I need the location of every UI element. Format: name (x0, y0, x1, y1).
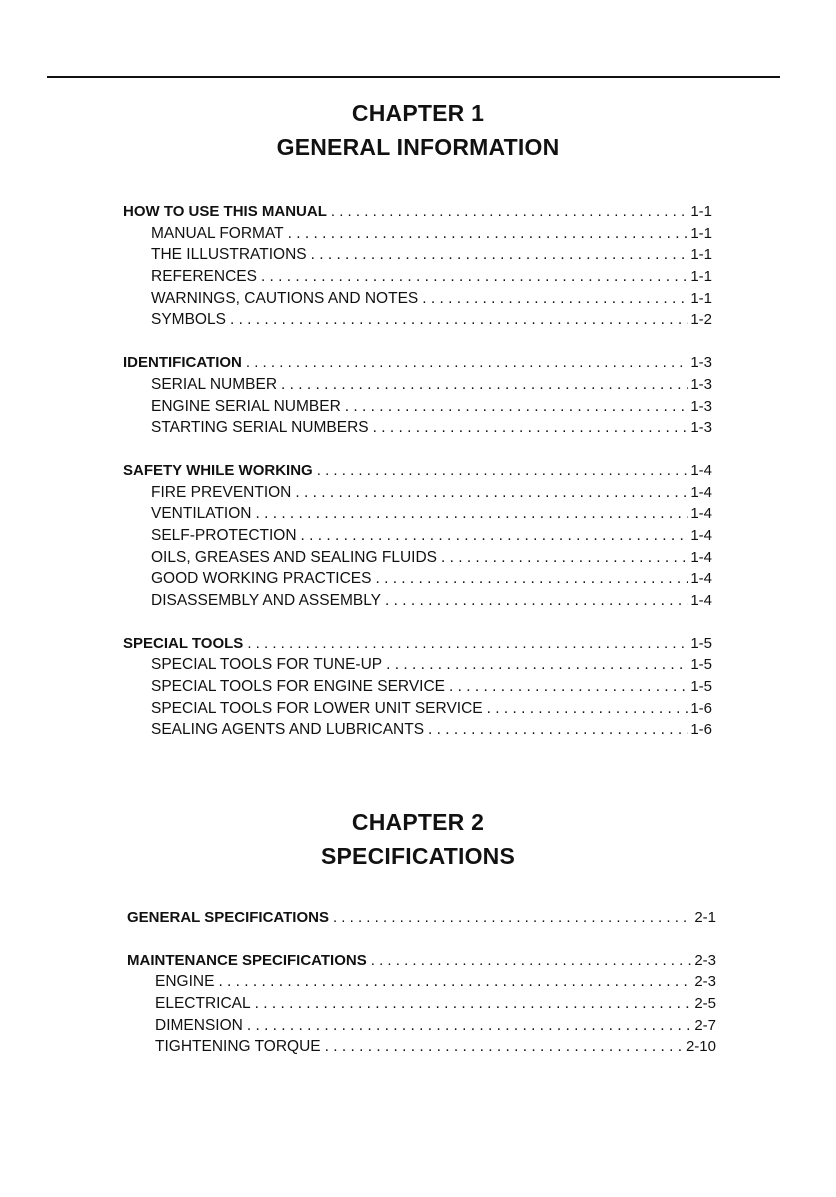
toc-entry-title: STARTING SERIAL NUMBERS (151, 419, 369, 437)
toc-group (123, 201, 712, 331)
toc-entry-title: GENERAL SPECIFICATIONS (127, 909, 329, 926)
dot-leader (301, 525, 689, 547)
dot-leader (373, 417, 689, 439)
toc-entry-title: MANUAL FORMAT (151, 224, 284, 242)
toc-section-special-tools[interactable] (123, 633, 712, 655)
toc-entry-title: TIGHTENING TORQUE (155, 1038, 321, 1056)
dot-leader (449, 676, 688, 698)
toc-page-number: 1-1 (690, 203, 712, 220)
toc-entry-title: MAINTENANCE SPECIFICATIONS (127, 951, 367, 969)
section-gap (127, 929, 716, 950)
toc-page-number: 1-3 (690, 354, 712, 372)
toc-page-number: 1-4 (690, 461, 712, 479)
toc-page-number: 1-4 (690, 505, 712, 523)
toc-section-safety-while-working[interactable] (123, 460, 712, 482)
toc-entry-title: SAFETY WHILE WORKING (123, 461, 313, 479)
section-gap (123, 331, 712, 352)
toc-entry-manual-format[interactable] (123, 223, 712, 245)
toc-entry-title: SPECIAL TOOLS (123, 634, 244, 652)
dot-leader (261, 266, 688, 288)
toc-entry-serial-number[interactable] (123, 374, 712, 396)
toc-entry-title: SEALING AGENTS AND LUBRICANTS (151, 721, 425, 739)
toc-entry-title: HOW TO USE THIS MANUAL (123, 203, 327, 220)
toc-group (123, 352, 712, 439)
toc-page-number: 2-3 (694, 973, 716, 991)
toc-entry-title: DIMENSION (155, 1016, 243, 1034)
toc-page-number: 2-7 (694, 1016, 716, 1034)
toc-page-number: 2-10 (685, 1038, 716, 1056)
toc-entry-title: DISASSEMBLY AND ASSEMBLY (151, 592, 382, 609)
toc-page-number: 1-4 (690, 483, 712, 501)
dot-leader (487, 698, 689, 720)
dot-leader (333, 907, 692, 929)
toc-section-general-specifications[interactable] (127, 907, 716, 929)
dot-leader (247, 633, 688, 655)
dot-leader (371, 950, 693, 972)
toc-entry-symbols[interactable] (123, 309, 712, 331)
toc-entry-tightening-torque[interactable] (127, 1036, 716, 1058)
dot-leader (295, 482, 688, 504)
dot-leader (428, 719, 688, 741)
dot-leader (386, 654, 688, 676)
dot-leader (247, 1015, 692, 1037)
chapter-1-title: GENERAL INFORMATION (276, 134, 560, 160)
toc-page-number: 1-3 (690, 419, 712, 437)
chapter-1-toc (123, 201, 712, 741)
toc-section-maintenance-specifications[interactable] (127, 950, 716, 972)
toc-entry-the-illustrations[interactable] (123, 244, 712, 266)
dot-leader (311, 244, 689, 266)
dot-leader (375, 568, 688, 590)
dot-leader (255, 503, 688, 525)
toc-entry-title: OILS, GREASES AND SEALING FLUIDS (151, 548, 437, 566)
toc-entry-fire-prevention[interactable] (123, 482, 712, 504)
toc-page-number: 1-5 (690, 656, 712, 674)
toc-page-number: 1-1 (690, 289, 712, 307)
toc-entry-title: VENTILATION (151, 505, 252, 523)
toc-page-number: 1-6 (690, 721, 712, 739)
toc-entry-disassembly-and-assembly[interactable] (123, 590, 712, 612)
toc-entry-title: THE ILLUSTRATIONS (151, 246, 307, 264)
dot-leader (218, 971, 692, 993)
toc-entry-title: SELF-PROTECTION (151, 526, 297, 544)
dot-leader (288, 223, 689, 245)
chapter-2-toc (127, 907, 716, 1058)
toc-entry-special-tools-for-engine-service[interactable] (123, 676, 712, 698)
toc-entry-sealing-agents-and-lubricants[interactable] (123, 719, 712, 741)
toc-section-how-to-use-this-manual[interactable] (123, 201, 712, 223)
toc-entry-title: SERIAL NUMBER (151, 375, 278, 393)
toc-group (123, 460, 712, 612)
dot-leader (325, 1036, 684, 1058)
dot-leader (281, 374, 688, 396)
toc-group (127, 950, 716, 1058)
toc-entry-electrical[interactable] (127, 993, 716, 1015)
toc-page-number: 1-5 (690, 678, 712, 696)
toc-page-number: 1-3 (690, 375, 712, 393)
toc-page-number: 1-4 (690, 548, 712, 566)
toc-entry-engine-serial-number[interactable] (123, 396, 712, 418)
toc-page-number: 1-4 (690, 592, 712, 609)
toc-page-number: 2-5 (694, 995, 716, 1013)
toc-entry-title: REFERENCES (151, 268, 257, 286)
section-gap (123, 439, 712, 460)
dot-leader (255, 993, 693, 1015)
chapter-1-number: CHAPTER 1 (351, 100, 485, 126)
toc-entry-special-tools-for-lower-unit-service[interactable] (123, 698, 712, 720)
dot-leader (385, 590, 688, 612)
toc-group (123, 633, 712, 741)
toc-page-number: 1-6 (690, 699, 712, 717)
toc-entry-title: ENGINE SERIAL NUMBER (151, 397, 341, 415)
dot-leader (441, 547, 688, 569)
toc-page-number: 1-4 (690, 570, 712, 588)
chapter-2-number: CHAPTER 2 (351, 809, 485, 835)
toc-page-number: 1-1 (690, 268, 712, 286)
toc-page-number: 2-3 (694, 951, 716, 969)
toc-entry-oils-greases-and-sealing-fluids[interactable] (123, 547, 712, 569)
toc-page-number: 1-5 (690, 634, 712, 652)
dot-leader (345, 396, 689, 418)
section-gap (123, 612, 712, 633)
toc-entry-title: ELECTRICAL (155, 995, 251, 1013)
dot-leader (230, 309, 688, 331)
toc-entry-title: SPECIAL TOOLS FOR LOWER UNIT SERVICE (151, 699, 483, 717)
toc-entry-engine[interactable] (127, 971, 716, 993)
chapter-2-title: SPECIFICATIONS (320, 843, 516, 869)
toc-entry-ventilation[interactable] (123, 503, 712, 525)
toc-entry-title: WARNINGS, CAUTIONS AND NOTES (151, 289, 419, 307)
toc-page-number: 1-1 (690, 246, 712, 264)
toc-entry-starting-serial-numbers[interactable] (123, 417, 712, 439)
toc-entry-title: IDENTIFICATION (123, 354, 242, 372)
dot-leader (422, 288, 688, 310)
toc-entry-title: GOOD WORKING PRACTICES (151, 570, 372, 588)
toc-section-identification[interactable] (123, 352, 712, 374)
top-rule (47, 76, 780, 78)
toc-entry-title: ENGINE (155, 973, 215, 991)
toc-entry-references[interactable] (123, 266, 712, 288)
toc-group (127, 907, 716, 929)
chapter-2-heading (0, 805, 836, 873)
toc-page-number: 1-2 (690, 311, 712, 329)
dot-leader (317, 460, 689, 482)
toc-entry-dimension[interactable] (127, 1015, 716, 1037)
dot-leader (246, 352, 688, 374)
toc-entry-good-working-practices[interactable] (123, 568, 712, 590)
toc-entry-self-protection[interactable] (123, 525, 712, 547)
toc-entry-special-tools-for-tune-up[interactable] (123, 654, 712, 676)
chapter-1-heading (0, 96, 836, 164)
toc-entry-title: SPECIAL TOOLS FOR TUNE-UP (151, 656, 383, 674)
toc-entry-title: SYMBOLS (151, 311, 226, 329)
toc-page-number: 1-1 (690, 224, 712, 242)
toc-entry-title: SPECIAL TOOLS FOR ENGINE SERVICE (151, 678, 446, 696)
toc-page-number: 2-1 (694, 909, 716, 926)
toc-entry-warnings-cautions-and-notes[interactable] (123, 288, 712, 310)
toc-page-number: 1-4 (690, 526, 712, 544)
toc-page-number: 1-3 (690, 397, 712, 415)
dot-leader (331, 201, 688, 223)
toc-entry-title: FIRE PREVENTION (151, 483, 292, 501)
